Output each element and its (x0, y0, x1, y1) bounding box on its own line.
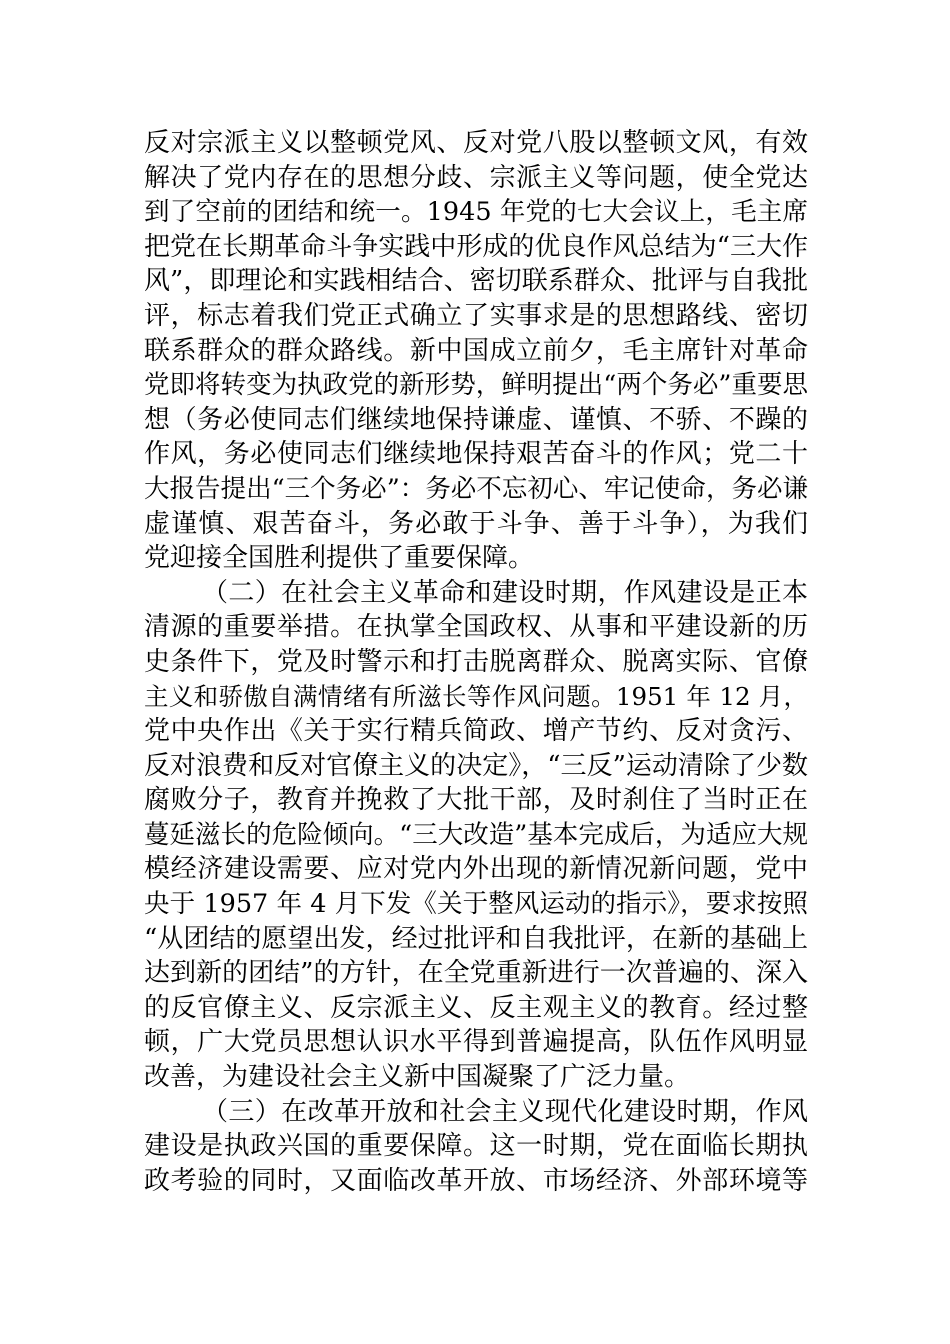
text-line: 大报告提出“三个务必”：务必不忘初心、牢记使命，务必谦 (144, 473, 808, 504)
text-line: 联系群众的群众路线。新中国成立前夕，毛主席针对革命 (144, 335, 808, 366)
text-line: 央于 1957 年 4 月下发《关于整风运动的指示》，要求按照 (144, 889, 808, 920)
text-line: 党中央作出《关于实行精兵简政、增产节约、反对贪污、 (144, 716, 808, 747)
body-text (144, 126, 808, 1198)
text-line: 建设是执政兴国的重要保障。这一时期，党在面临长期执 (144, 1131, 808, 1162)
text-line: 作风，务必使同志们继续地保持艰苦奋斗的作风；党二十 (144, 439, 808, 470)
text-line: 风”，即理论和实践相结合、密切联系群众、批评与自我批 (144, 266, 808, 297)
text-line: （二）在社会主义革命和建设时期，作风建设是正本 (202, 577, 808, 608)
text-line: 到了空前的团结和统一。1945 年党的七大会议上，毛主席 (144, 197, 808, 228)
text-line: 把党在长期革命斗争实践中形成的优良作风总结为“三大作 (144, 231, 808, 262)
text-line: 改善，为建设社会主义新中国凝聚了广泛力量。 (144, 1062, 691, 1093)
text-line: 反对宗派主义以整顿党风、反对党八股以整顿文风，有效 (144, 128, 808, 158)
text-line: 主义和骄傲自满情绪有所滋长等作风问题。1951 年 12 月， (144, 681, 808, 711)
text-line: 党即将转变为执政党的新形势，鲜明提出“两个务必”重要思 (144, 370, 808, 401)
text-line: （三）在改革开放和社会主义现代化建设时期，作风 (202, 1096, 808, 1127)
text-line: 模经济建设需要、应对党内外出现的新情况新问题，党中 (144, 854, 808, 885)
text-line: 解决了党内存在的思想分歧、宗派主义等问题，使全党达 (144, 162, 808, 193)
text-line: “从团结的愿望出发，经过批评和自我批评，在新的基础上 (144, 923, 808, 954)
text-line: 达到新的团结”的方针，在全党重新进行一次普遍的、深入 (144, 958, 808, 989)
text-line: 腐败分子，教育并挽救了大批干部，及时刹住了当时正在 (144, 785, 808, 816)
text-line: 清源的重要举措。在执掌全国政权、从事和平建设新的历 (144, 612, 808, 643)
text-line: 顿，广大党员思想认识水平得到普遍提高，队伍作风明显 (144, 1027, 808, 1058)
text-line: 评，标志着我们党正式确立了实事求是的思想路线、密切 (144, 300, 808, 331)
text-line: 反对浪费和反对官僚主义的决定》，“三反”运动清除了少数 (144, 750, 808, 781)
text-line: 想（务必使同志们继续地保持谦虚、谨慎、不骄、不躁的 (144, 404, 808, 435)
text-line: 虚谨慎、艰苦奋斗，务必敢于斗争、善于斗争），为我们 (144, 508, 808, 539)
text-line: 党迎接全国胜利提供了重要保障。 (144, 543, 535, 574)
text-line: 政考验的同时，又面临改革开放、市场经济、外部环境等 (144, 1165, 808, 1196)
text-line: 蔓延滋长的危险倾向。“三大改造”基本完成后，为适应大规 (144, 819, 808, 850)
text-line: 史条件下，党及时警示和打击脱离群众、脱离实际、官僚 (144, 646, 808, 677)
text-line: 的反官僚主义、反宗派主义、反主观主义的教育。经过整 (144, 992, 808, 1023)
